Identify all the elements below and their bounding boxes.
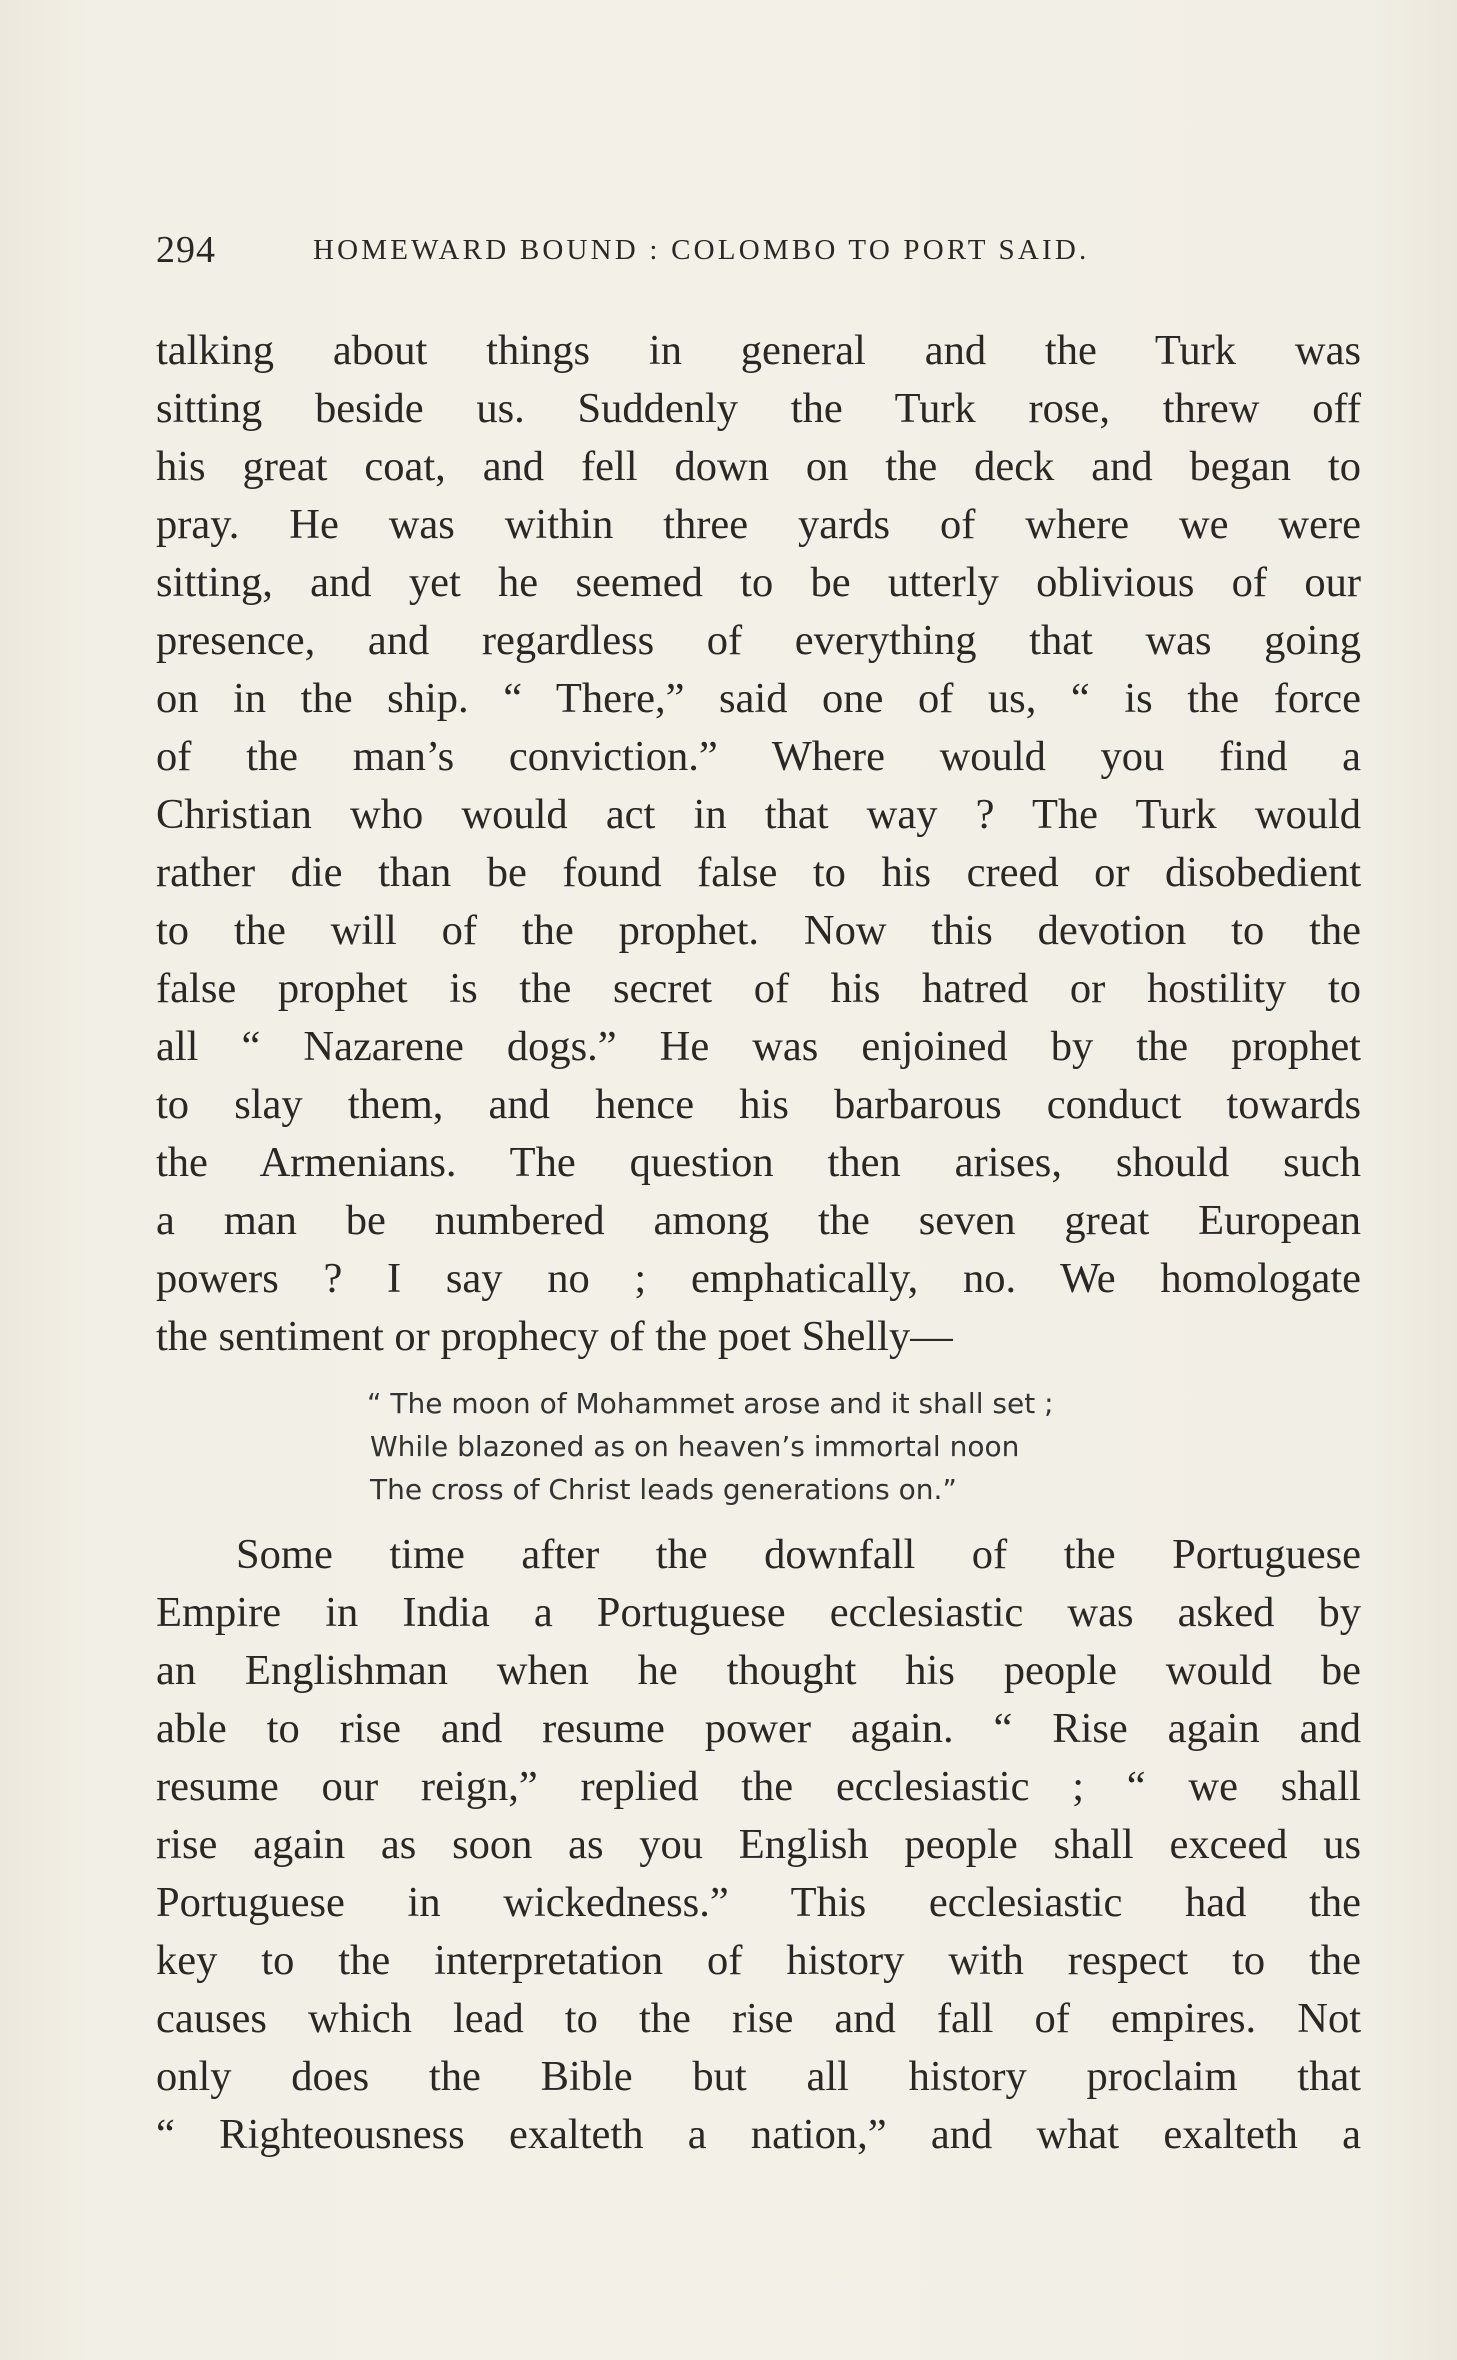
verse-line: While blazoned as on heaven’s immortal noon xyxy=(370,1430,1020,1463)
text-line: the sentiment or prophecy of the poet Shelly— xyxy=(156,1313,953,1360)
running-head: HOMEWARD BOUND : COLOMBO TO PORT SAID. xyxy=(313,234,1090,266)
text-line: rather die than be found false to his creed or disobedient xyxy=(156,849,1361,896)
text-line: sitting beside us. Suddenly the Turk rose, threw off xyxy=(156,385,1361,432)
text-line: Some time after the downfall of the Portuguese xyxy=(236,1531,1361,1578)
verse-line: “ The moon of Mohammet arose and it shall set ; xyxy=(367,1387,1054,1420)
text-line: able to rise and resume power again. “ Rise again and xyxy=(156,1705,1361,1752)
text-line: sitting, and yet he seemed to be utterly oblivious of our xyxy=(156,559,1361,606)
paragraph-2 xyxy=(156,1526,1361,2164)
text-line: an Englishman when he thought his people would be xyxy=(156,1647,1361,1694)
text-line: on in the ship. “ There,” said one of us, “ is the force xyxy=(156,675,1361,722)
text-line: the Armenians. The question then arises, should such xyxy=(156,1139,1361,1186)
text-line: his great coat, and fell down on the deck and began to xyxy=(156,443,1361,490)
verse-quote xyxy=(367,1382,1054,1511)
text-line: presence, and regardless of everything that was going xyxy=(156,617,1361,664)
text-line: resume our reign,” replied the ecclesiastic ; “ we shall xyxy=(156,1763,1361,1810)
page-header xyxy=(156,228,1361,278)
text-line: “ Righteousness exalteth a nation,” and what exalteth a xyxy=(156,2111,1361,2158)
text-line: of the man’s conviction.” Where would you find a xyxy=(156,733,1361,780)
text-line: Portuguese in wickedness.” This ecclesiastic had the xyxy=(156,1879,1361,1926)
text-line: key to the interpretation of history with respect to the xyxy=(156,1937,1361,1984)
text-line: to slay them, and hence his barbarous conduct towards xyxy=(156,1081,1361,1128)
page-number: 294 xyxy=(156,229,216,271)
text-line: false prophet is the secret of his hatred or hostility to xyxy=(156,965,1361,1012)
text-line: to the will of the prophet. Now this devotion to the xyxy=(156,907,1361,954)
paragraph-1 xyxy=(156,322,1361,1366)
text-line: a man be numbered among the seven great European xyxy=(156,1197,1361,1244)
text-line: causes which lead to the rise and fall of empires. Not xyxy=(156,1995,1361,2042)
text-line: pray. He was within three yards of where we were xyxy=(156,501,1361,548)
verse-line: The cross of Christ leads generations on.” xyxy=(370,1473,957,1506)
text-line: all “ Nazarene dogs.” He was enjoined by the prophet xyxy=(156,1023,1361,1070)
text-line: Empire in India a Portuguese ecclesiastic was asked by xyxy=(156,1589,1361,1636)
text-line: talking about things in general and the Turk was xyxy=(156,327,1361,374)
text-line: Christian who would act in that way ? The Turk would xyxy=(156,791,1361,838)
text-line: powers ? I say no ; emphatically, no. We homologate xyxy=(156,1255,1361,1302)
text-line: only does the Bible but all history proclaim that xyxy=(156,2053,1361,2100)
text-line: rise again as soon as you English people shall exceed us xyxy=(156,1821,1361,1868)
